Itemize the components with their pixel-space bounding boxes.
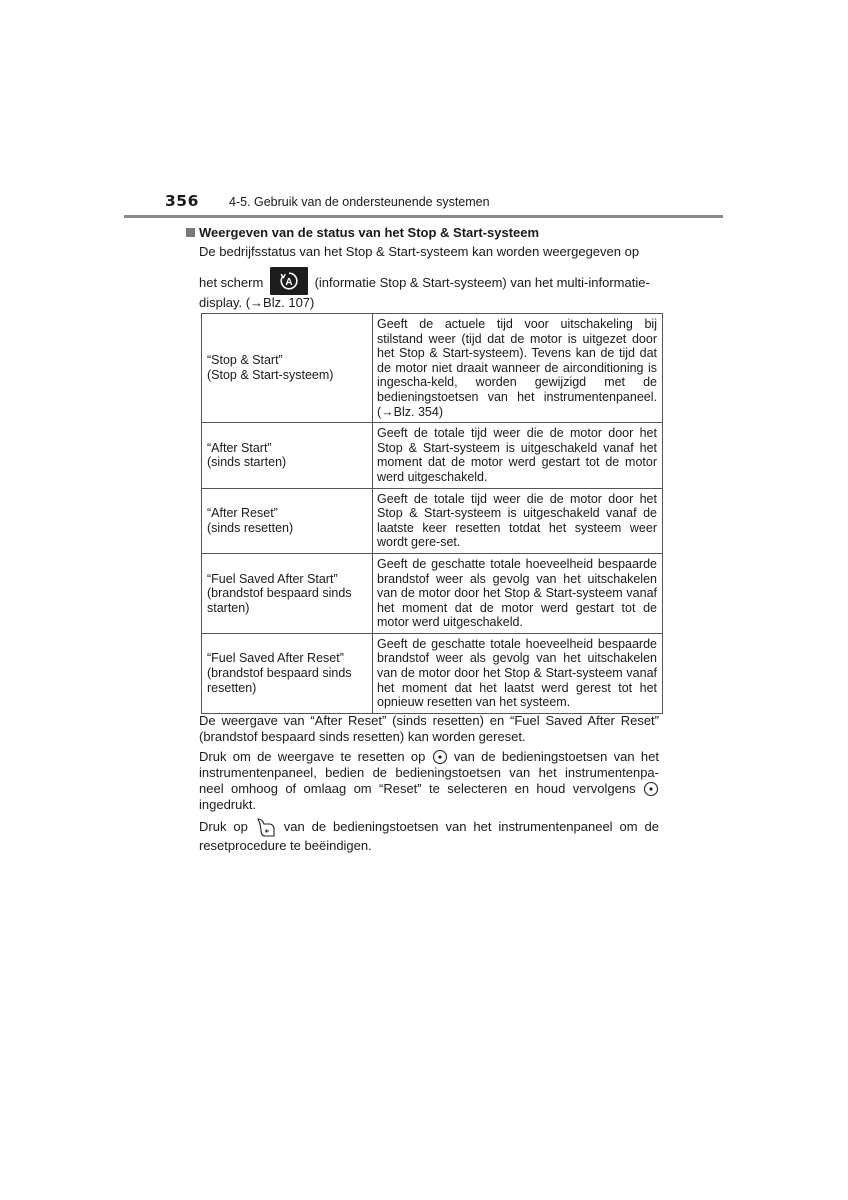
table-label-cell — [202, 423, 373, 488]
back-button-icon — [255, 816, 277, 838]
section-heading — [186, 225, 539, 240]
label-line: (brandstof bespaard sinds — [207, 666, 352, 681]
table-label-cell — [202, 633, 373, 713]
back-line-1 — [199, 816, 659, 838]
press-text: neel omhoog of omlaag om “Reset” te selecteren en houd vervolgens — [199, 781, 636, 796]
square-bullet-icon — [186, 228, 195, 237]
section-title: 4-5. Gebruik van de ondersteunende systemen — [229, 195, 490, 209]
press-text: Druk om de weergave te resetten op — [199, 749, 426, 764]
table-label-cell — [202, 553, 373, 633]
status-table — [201, 313, 663, 714]
back-text: van de bedieningstoetsen van het instrumentenpaneel om de — [283, 819, 659, 834]
ok-button-icon — [432, 749, 448, 765]
intro-line-3: display. (→Blz. 107) — [199, 295, 315, 310]
table-desc-cell: Geeft de totale tijd weer die de motor door het Stop & Start-systeem is uitgeschakeld vanaf de laatste keer resetten totdat het systeem weer wordt gere-set. — [373, 488, 663, 553]
label-line: (sinds starten) — [207, 455, 287, 470]
header-rule — [124, 215, 723, 218]
press-paragraph — [199, 749, 659, 813]
intro-text: het scherm — [199, 275, 264, 290]
table-label-cell — [202, 488, 373, 553]
back-paragraph — [199, 816, 659, 854]
table-desc-cell: Geeft de geschatte totale hoeveelheid bespaarde brandstof weer als gevolg van het uitschakelen van de motor door het Stop & Start-systeem vanaf het moment dat de motor werd gestart tot de motor werd uitgeschakeld. — [373, 553, 663, 633]
label-line: “After Start” — [207, 440, 272, 455]
table-row — [202, 553, 663, 633]
label-line: “Stop & Start” — [207, 353, 283, 368]
table-desc-cell: Geeft de totale tijd weer die de motor door het Stop & Start-systeem is uitgeschakeld vanaf het moment dat de motor werd gestart tot de motor werd uitgeschakeld. — [373, 423, 663, 488]
back-text: Druk op — [199, 819, 248, 834]
table-label-cell — [202, 314, 373, 423]
label-line: resetten) — [207, 680, 257, 695]
table-desc-cell: Geeft de actuele tijd voor uitschakeling bij stilstand weer (tijd dat de motor is uitgezet door het Stop & Start-systeem). Tevens kan de tijd dat de motor niet draait wanneer de airconditioning is ingescha-keld, worden gewijzigd met de bedieningstoetsen van het instrumentenpaneel. (→Blz. 354) — [373, 314, 663, 423]
label-line: “Fuel Saved After Start” — [207, 571, 338, 586]
intro-line-1: De bedrijfsstatus van het Stop & Start-systeem kan worden weergegeven op — [199, 244, 640, 259]
table-row — [202, 633, 663, 713]
table-row — [202, 423, 663, 488]
press-line-1 — [199, 749, 659, 765]
intro-text: (informatie Stop & Start-systeem) van het multi-informatie- — [314, 275, 650, 290]
page-number: 356 — [165, 192, 199, 210]
table-row — [202, 314, 663, 423]
heading-text: Weergeven van de status van het Stop & Start-systeem — [199, 225, 540, 240]
table-desc-cell: Geeft de geschatte totale hoeveelheid bespaarde brandstof weer als gevolg van het uitschakelen van de motor door het Stop & Start-systeem vanaf het moment dat het laatst werd gerest tot het opnieuw resetten van het systeem. — [373, 633, 663, 713]
svg-text:A: A — [285, 277, 293, 289]
intro-paragraph — [199, 244, 659, 311]
ok-button-icon — [643, 781, 659, 797]
reset-line-2: (brandstof bespaard sinds resetten) kan worden gereset. — [199, 729, 526, 744]
press-line-3 — [199, 781, 659, 797]
table-row — [202, 488, 663, 553]
label-line: “Fuel Saved After Reset” — [207, 651, 344, 666]
label-line: (sinds resetten) — [207, 520, 294, 535]
label-line: starten) — [207, 600, 250, 615]
press-line-2: instrumentenpaneel, bedien de bedieningstoetsen van het instrumentenpa- — [199, 765, 659, 780]
label-line: (Stop & Start-systeem) — [207, 368, 334, 383]
press-line-4: ingedrukt. — [199, 797, 257, 812]
back-line-2: resetprocedure te beëindigen. — [199, 838, 372, 853]
reset-paragraph — [199, 713, 659, 745]
intro-line-2 — [199, 267, 659, 295]
label-line: (brandstof bespaard sinds — [207, 586, 352, 601]
stop-start-screen-icon — [270, 267, 308, 295]
label-line: “After Reset” — [207, 506, 278, 521]
reset-line-1: De weergave van “After Reset” (sinds resetten) en “Fuel Saved After Reset” — [199, 713, 659, 728]
press-text: van de bedieningstoetsen van het — [453, 749, 659, 764]
